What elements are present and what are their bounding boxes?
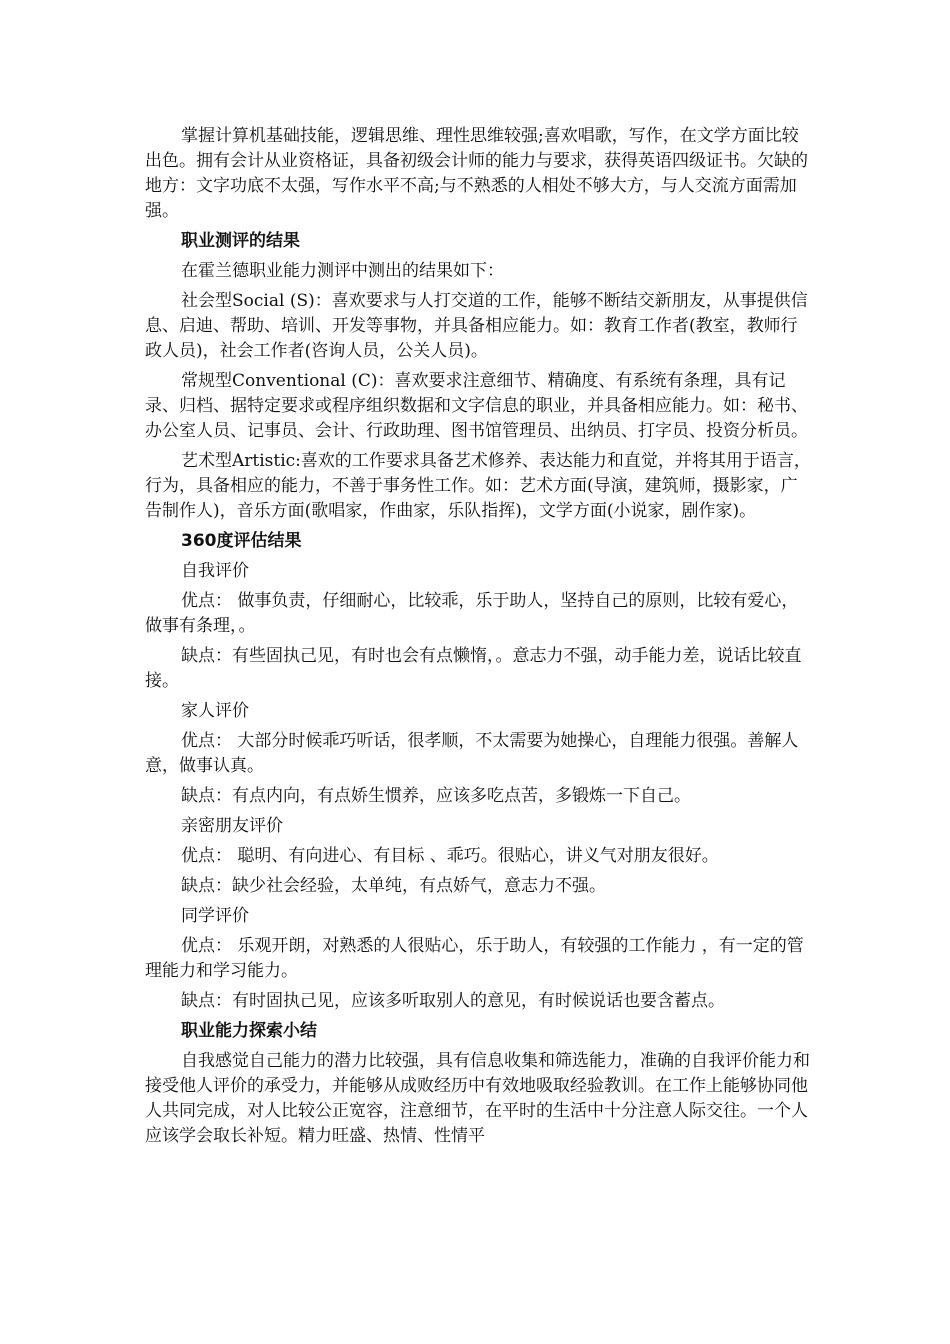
paragraph-artistic-type: 艺术型Artistic:喜欢的工作要求具备艺术修养、表达能力和直觉，并将其用于语言，行为，具备相应的能力，不善于事务性工作。如：艺术方面(导演，建筑师，摄影家，广告制作人)，音乐方面(歌唱家，作曲家，乐队指挥)，文学方面(小说家，剧作家)。 [145, 451, 811, 521]
paragraph-skills: 掌握计算机基础技能，逻辑思维、理性思维较强;喜欢唱歌，写作，在文学方面比较出色。拥有会计从业资格证，具备初级会计师的能力与要求，获得英语四级证书。欠缺的地方：文字功底不太强，写作水平不高;与不熟悉的人相处不够大方，与人交流方面需加强。 [145, 126, 808, 221]
paragraph-family-weaknesses: 缺点：有点内向，有点娇生惯养，应该多吃点苦，多锻炼一下自己。 [181, 786, 691, 806]
paragraph-classmate-strengths: 优点： 乐观开朗，对熟悉的人很贴心，乐于助人，有较强的工作能力 ，有一定的管理能力和学习能力。 [145, 936, 804, 981]
heading-ability-summary: 职业能力探索小结 [181, 1021, 317, 1041]
paragraph-holland-intro: 在霍兰德职业能力测评中测出的结果如下： [181, 261, 504, 281]
paragraph-friend-strengths: 优点： 聪明、有向进心、有目标 、乖巧。很贴心，讲义气对朋友很好。 [181, 846, 719, 866]
heading-360-evaluation: 360度评估结果 [181, 531, 302, 551]
paragraph-conventional-type: 常规型Conventional (C)：喜欢要求注意细节、精确度、有系统有条理，具有记录、归档、据特定要求或程序组织数据和文字信息的职业，并具备相应能力。如：秘书、办公室人员、记事员、会计、行政助理、图书馆管理员、出纳员、打字员、投资分析员。 [145, 371, 808, 441]
subheading-family-evaluation: 家人评价 [181, 701, 249, 721]
heading-career-assessment: 职业测评的结果 [181, 231, 300, 251]
document-body [145, 124, 813, 1154]
paragraph-self-strengths: 优点： 做事负责，仔细耐心，比较乖，乐于助人，坚持自己的原则，比较有爱心，做事有条理，。 [145, 591, 799, 636]
paragraph-self-weaknesses: 缺点：有些固执己见，有时也会有点懒惰，。意志力不强，动手能力差，说话比较直接。 [145, 646, 802, 691]
subheading-self-evaluation: 自我评价 [181, 561, 249, 581]
paragraph-friend-weaknesses: 缺点：缺少社会经验，太单纯，有点娇气，意志力不强。 [181, 876, 606, 896]
paragraph-ability-summary: 自我感觉自己能力的潜力比较强，具有信息收集和筛选能力，准确的自我评价能力和接受他人评价的承受力，并能够从成败经历中有效地吸取经验教训。在工作上能够协同他人共同完成，对人比较公正宽容，注意细节，在平时的生活中十分注意人际交往。一个人应该学会取长补短。精力旺盛、热情、性情平 [145, 1051, 810, 1146]
paragraph-social-type: 社会型Social (S)：喜欢要求与人打交道的工作，能够不断结交新朋友，从事提供信息、启迪、帮助、培训、开发等事物，并具备相应能力。如：教育工作者(教室，教师行政人员)，社会工作者(咨询人员，公关人员)。 [145, 291, 808, 361]
subheading-classmate-evaluation: 同学评价 [181, 906, 249, 926]
subheading-friend-evaluation: 亲密朋友评价 [181, 816, 283, 836]
paragraph-classmate-weaknesses: 缺点：有时固执己见，应该多听取别人的意见，有时候说话也要含蓄点。 [181, 991, 725, 1011]
paragraph-family-strengths: 优点： 大部分时候乖巧听话，很孝顺，不太需要为她操心，自理能力很强。善解人意，做事认真。 [145, 731, 799, 776]
